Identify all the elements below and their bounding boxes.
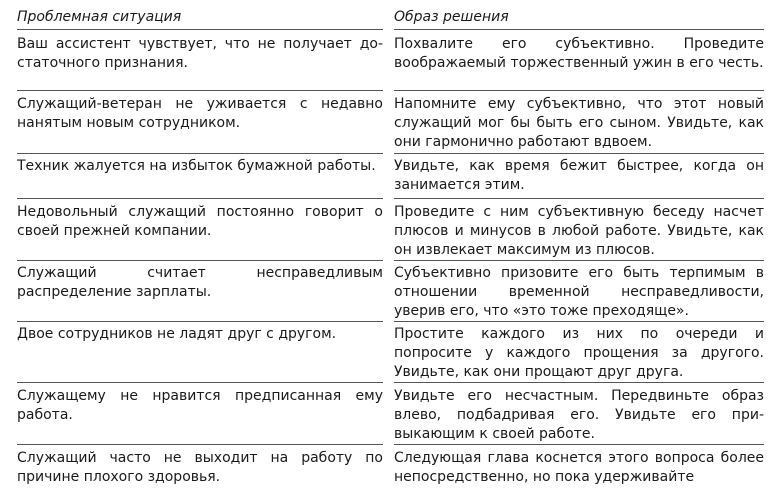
problem-cell: Служащий-ветеран не уживается с недавно нанятым новым сотрудником. (17, 96, 383, 131)
problem-cell: Техник жалуется на избыток бумажной работы. (17, 158, 376, 174)
solution-cell: Похвалите его субъективно. Проведите воображаемый торжественный ужин в его честь. (394, 36, 764, 71)
column-header-problem: Проблемная ситуация (17, 9, 182, 25)
problem-cell: Ваш ассистент чувствует, что не получает до-статочного признания. (17, 36, 383, 71)
header-divider (394, 29, 764, 30)
row-divider (17, 321, 383, 322)
solution-cell: Увидьте его несчастным. Передвиньте образ влево, подбадривая его. Увидьте его при-выкающим к своей работе. (394, 388, 764, 442)
row-divider (17, 260, 383, 261)
row-divider (394, 90, 764, 91)
problem-cell: Двое сотрудников не ладят друг с другом. (17, 326, 337, 342)
row-divider (17, 444, 383, 445)
row-divider (394, 382, 764, 383)
row-divider (17, 198, 383, 199)
row-divider (394, 321, 764, 322)
row-divider (17, 382, 383, 383)
header-divider (17, 29, 383, 30)
row-divider (17, 90, 383, 91)
solution-cell: Следующая глава коснется этого вопроса более непосредственно, но пока удерживайте (394, 450, 764, 485)
problem-cell: Служащему не нравится предписанная ему работа. (17, 388, 383, 423)
problem-cell: Служащий считает несправедливым распределение зарплаты. (17, 265, 383, 300)
row-divider (394, 444, 764, 445)
solution-cell: Увидьте, как время бежит быстрее, когда он занимается этим. (394, 158, 764, 193)
row-divider (17, 153, 383, 154)
row-divider (394, 260, 764, 261)
row-divider (394, 153, 764, 154)
solution-cell: Напомните ему субъективно, что этот новый служащий мог бы быть его сыном. Увидьте, как они гармонично работают вдвоем. (394, 96, 764, 150)
column-header-solution: Образ решения (394, 9, 509, 25)
problem-cell: Служащий часто не выходит на работу по причине плохого здоровья. (17, 450, 383, 485)
row-divider (394, 198, 764, 199)
problem-cell: Недовольный служащий постоянно говорит о своей прежней компании. (17, 204, 383, 239)
solution-cell: Проведите с ним субъективную беседу насчет плюсов и минусов в любой работе. Увидьте, как он извлекает максимум из плюсов. (394, 204, 764, 258)
solution-cell: Простите каждого из них по очереди и попросите у каждого прощения за другого. Увидьте, как они прощают друг друга. (394, 326, 764, 380)
solution-cell: Субъективно призовите его быть терпимым в отношении временной несправедливости, уверив его, что «это тоже преходяще». (394, 265, 764, 319)
